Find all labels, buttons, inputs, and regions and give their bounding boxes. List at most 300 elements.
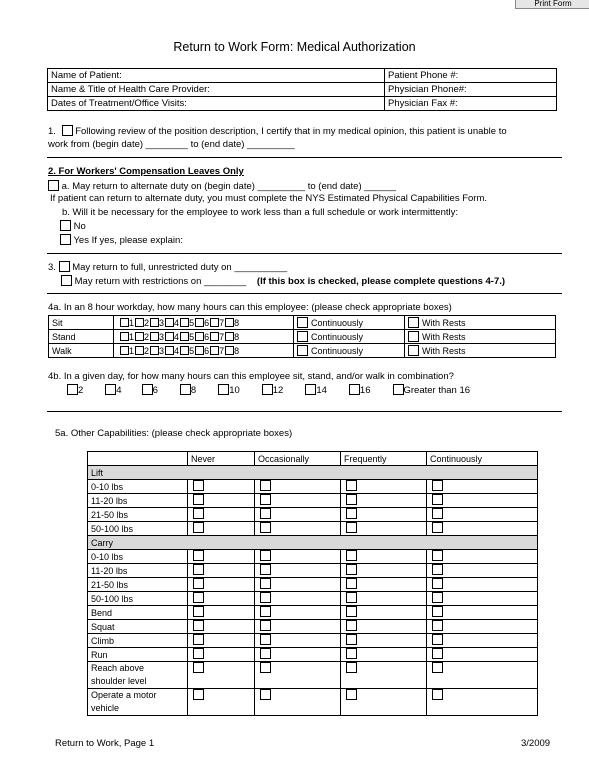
capability-checkbox[interactable] — [260, 508, 271, 519]
capability-label — [88, 648, 188, 662]
activity-label: Walk — [49, 344, 114, 358]
hours-number: 8 — [234, 345, 240, 356]
capability-cell — [188, 634, 255, 648]
capability-label-text: 50-100 lbs — [91, 593, 134, 604]
combined-hours-checkbox[interactable] — [180, 384, 191, 395]
capability-cell — [188, 620, 255, 634]
combined-hours-checkbox[interactable] — [142, 384, 153, 395]
capability-checkbox[interactable] — [432, 634, 443, 645]
capability-checkbox[interactable] — [432, 494, 443, 505]
hours-checkbox[interactable] — [225, 346, 234, 355]
capability-cell — [255, 550, 341, 564]
group-row — [88, 536, 538, 550]
capability-label-text: Climb — [91, 635, 115, 646]
capability-label — [88, 578, 188, 592]
capability-checkbox[interactable] — [193, 494, 204, 505]
hours-checkbox[interactable] — [165, 346, 174, 355]
physician-fax-field[interactable]: Physician Fax #: — [385, 97, 557, 111]
combined-hours-label: 16 — [359, 385, 371, 396]
hours-checkbox[interactable] — [210, 346, 219, 355]
with-rests-label: With Rests — [422, 332, 466, 342]
hours-checkbox[interactable] — [135, 332, 144, 341]
hours-options — [114, 330, 294, 344]
column-header: Occasionally — [255, 452, 341, 466]
hours-checkbox[interactable] — [165, 332, 174, 341]
capability-cell — [341, 648, 427, 662]
combined-hours-label: Greater than 16 — [403, 385, 471, 396]
capability-checkbox[interactable] — [260, 620, 271, 631]
with-rests-label: With Rests — [422, 318, 466, 328]
dates-field[interactable]: Dates of Treatment/Office Visits: — [48, 97, 385, 111]
capability-checkbox[interactable] — [432, 522, 443, 533]
column-header: Continuously — [427, 452, 538, 466]
continuously-checkbox[interactable] — [297, 345, 308, 356]
capability-row — [88, 620, 538, 634]
q2-yes-checkbox[interactable] — [60, 234, 71, 245]
capability-label-text: vehicle — [91, 703, 120, 713]
capability-cell — [427, 508, 538, 522]
hours-options — [114, 344, 294, 358]
capability-label — [88, 522, 188, 536]
hours-number: 5 — [189, 331, 195, 342]
hours-number: 3 — [159, 345, 165, 356]
combined-hours-option — [393, 384, 471, 396]
with-rests-cell — [405, 316, 556, 330]
with-rests-cell — [405, 330, 556, 344]
capability-cell — [341, 592, 427, 606]
q3-restrictions-text: May return with restrictions on ________ — [74, 276, 247, 287]
capability-label — [88, 689, 188, 716]
capability-cell — [188, 522, 255, 536]
hours-checkbox[interactable] — [150, 332, 159, 341]
capability-label-text: Reach above — [91, 663, 145, 673]
capabilities-header-row — [88, 452, 538, 466]
capability-cell — [341, 578, 427, 592]
combined-hours-label: 4 — [116, 385, 122, 396]
capability-label-text: 0-10 lbs — [91, 481, 124, 492]
hours-checkbox[interactable] — [135, 346, 144, 355]
combined-hours-checkbox[interactable] — [105, 384, 116, 395]
capability-cell — [427, 592, 538, 606]
capability-checkbox[interactable] — [260, 592, 271, 603]
capabilities-table — [87, 451, 538, 716]
capability-checkbox[interactable] — [193, 522, 204, 533]
capability-checkbox[interactable] — [432, 606, 443, 617]
q3-number: 3. — [48, 262, 56, 273]
combined-hours-option — [180, 384, 196, 396]
hours-number: 1 — [129, 317, 135, 328]
divider — [47, 157, 562, 158]
capability-row — [88, 689, 538, 716]
capability-checkbox[interactable] — [346, 689, 357, 700]
hours-number: 7 — [219, 345, 225, 356]
capability-label — [88, 494, 188, 508]
combined-hours-label: 2 — [78, 385, 84, 396]
q2-no-checkbox[interactable] — [60, 220, 71, 231]
capability-row — [88, 522, 538, 536]
capability-checkbox[interactable] — [193, 634, 204, 645]
q2-note: If patient can return to alternate duty, you must complete the NYS Estimated Physical Capabilities Form. — [50, 193, 488, 204]
hours-row — [49, 330, 556, 344]
hours-number: 1 — [129, 331, 135, 342]
capability-cell — [427, 648, 538, 662]
q2-b-text: b. Will it be necessary for the employee to work less than a full schedule or work intermittently: — [62, 207, 459, 218]
q1-line-2: work from (begin date) ________ to (end date) _________ — [48, 139, 295, 150]
capability-checkbox[interactable] — [193, 662, 204, 673]
hours-checkbox[interactable] — [210, 318, 219, 327]
capability-cell — [427, 522, 538, 536]
capability-cell — [188, 592, 255, 606]
form-title: Return to Work Form: Medical Authorization — [173, 40, 416, 54]
patient-phone-field[interactable]: Patient Phone #: — [385, 69, 557, 83]
capability-checkbox[interactable] — [432, 620, 443, 631]
hours-checkbox[interactable] — [225, 318, 234, 327]
capability-checkbox[interactable] — [346, 550, 357, 561]
combined-hours-option — [262, 384, 284, 396]
q2-a-text: a. May return to alternate duty on (begin date) _________ to (end date) ______ — [61, 181, 396, 192]
capability-checkbox[interactable] — [193, 578, 204, 589]
q2-yes-line — [60, 234, 183, 246]
continuously-checkbox[interactable] — [297, 331, 308, 342]
q2-no-line — [60, 220, 86, 232]
activity-label: Stand — [49, 330, 114, 344]
hours-row — [49, 316, 556, 330]
continuously-cell — [294, 344, 405, 358]
capability-checkbox[interactable] — [193, 620, 204, 631]
capability-checkbox[interactable] — [346, 480, 357, 491]
hours-checkbox[interactable] — [180, 332, 189, 341]
capability-checkbox[interactable] — [432, 592, 443, 603]
capability-cell — [255, 689, 341, 716]
capability-cell — [188, 508, 255, 522]
combined-hours-label: 14 — [316, 385, 327, 396]
physician-phone-field[interactable]: Physician Phone#: — [385, 83, 557, 97]
capability-cell — [255, 634, 341, 648]
capability-label-text: 11-20 lbs — [91, 495, 128, 506]
capability-checkbox[interactable] — [260, 522, 271, 533]
capability-cell — [427, 564, 538, 578]
hours-number: 1 — [129, 345, 135, 356]
capability-row — [88, 634, 538, 648]
capability-cell — [341, 662, 427, 689]
hours-number: 5 — [189, 317, 195, 328]
capability-checkbox[interactable] — [260, 689, 271, 700]
capability-checkbox[interactable] — [346, 564, 357, 575]
continuously-cell — [294, 316, 405, 330]
with-rests-cell — [405, 344, 556, 358]
capability-cell — [341, 494, 427, 508]
footer-date: 3/2009 — [521, 738, 551, 749]
hours-checkbox[interactable] — [165, 318, 174, 327]
q3-full-line — [48, 261, 287, 273]
hours-checkbox[interactable] — [210, 332, 219, 341]
hours-number: 7 — [219, 317, 225, 328]
capability-row — [88, 494, 538, 508]
combined-hours-label: 8 — [190, 385, 197, 396]
capability-checkbox[interactable] — [346, 606, 357, 617]
q1-checkbox[interactable] — [62, 125, 73, 136]
capability-row — [88, 578, 538, 592]
q2-a-line — [48, 180, 396, 192]
capability-label — [88, 592, 188, 606]
combined-hours-checkbox[interactable] — [305, 384, 316, 395]
patient-info-table — [47, 68, 557, 111]
capability-checkbox[interactable] — [346, 522, 357, 533]
combined-hours-label: 10 — [229, 385, 240, 396]
capability-cell — [427, 480, 538, 494]
q4a-heading: 4a. In an 8 hour workday, how many hours can this employee: (please check appropriate boxes) — [48, 302, 452, 313]
q3-full-checkbox[interactable] — [59, 261, 70, 272]
q2-heading: 2. For Workers' Compensation Leaves Only — [48, 166, 244, 177]
capability-checkbox[interactable] — [346, 494, 357, 505]
capability-cell — [255, 662, 341, 689]
combined-hours-checkbox[interactable] — [393, 384, 404, 395]
capability-label — [88, 564, 188, 578]
capability-checkbox[interactable] — [193, 550, 204, 561]
capability-label-text: 21-50 lbs — [91, 579, 129, 590]
hours-checkbox[interactable] — [120, 346, 129, 355]
capability-checkbox[interactable] — [432, 689, 443, 700]
divider — [47, 411, 562, 412]
hours-checkbox[interactable] — [135, 318, 144, 327]
capability-checkbox[interactable] — [346, 648, 357, 659]
capability-checkbox[interactable] — [260, 648, 271, 659]
patient-name-field[interactable]: Name of Patient: — [48, 69, 385, 83]
capability-cell — [341, 564, 427, 578]
capability-checkbox[interactable] — [193, 508, 204, 519]
capability-checkbox[interactable] — [260, 578, 271, 589]
capability-checkbox[interactable] — [346, 620, 357, 631]
capability-checkbox[interactable] — [346, 508, 357, 519]
capability-cell — [255, 508, 341, 522]
capability-cell — [427, 578, 538, 592]
with-rests-label: With Rests — [422, 346, 466, 356]
capability-cell — [255, 578, 341, 592]
capability-checkbox[interactable] — [260, 634, 271, 645]
capability-checkbox[interactable] — [193, 480, 204, 491]
with-rests-checkbox[interactable] — [408, 331, 419, 342]
capability-row — [88, 550, 538, 564]
capability-cell — [255, 480, 341, 494]
continuously-label: Continuously — [311, 318, 364, 328]
capability-label-text: Run — [91, 649, 108, 660]
hours-number: 2 — [144, 345, 150, 356]
capability-row — [88, 592, 538, 606]
combined-hours-option — [67, 384, 83, 396]
capability-cell — [341, 620, 427, 634]
capability-checkbox[interactable] — [432, 550, 443, 561]
with-rests-checkbox[interactable] — [408, 345, 419, 356]
capability-label — [88, 606, 188, 620]
capability-checkbox[interactable] — [193, 606, 204, 617]
header-blank — [88, 452, 188, 466]
q1-text: Following review of the position description, I certify that in my medical opinion, this patient is unable to — [75, 126, 507, 137]
hours-number: 3 — [159, 317, 165, 328]
hours-number: 8 — [234, 317, 240, 328]
capability-checkbox[interactable] — [260, 480, 271, 491]
capability-cell — [188, 578, 255, 592]
capability-cell — [341, 634, 427, 648]
capability-checkbox[interactable] — [193, 648, 204, 659]
continuously-checkbox[interactable] — [297, 317, 308, 328]
q3-restrictions-note: (If this box is checked, please complete questions 4-7.) — [256, 276, 506, 287]
q3-full-text: May return to full, unrestricted duty on __________ — [72, 262, 288, 273]
capability-cell — [341, 508, 427, 522]
q1-number: 1. — [48, 126, 56, 137]
capability-cell — [341, 689, 427, 716]
capability-label-text: Squat — [91, 621, 115, 632]
capability-checkbox[interactable] — [432, 648, 443, 659]
capability-cell — [255, 564, 341, 578]
q5a-heading: 5a. Other Capabilities: (please check appropriate boxes) — [55, 428, 293, 439]
capability-cell — [188, 550, 255, 564]
capability-cell — [427, 606, 538, 620]
hours-number: 5 — [189, 345, 195, 356]
capability-label — [88, 662, 188, 689]
hours-number: 2 — [144, 331, 150, 342]
divider — [47, 293, 562, 294]
group-label: Carry — [88, 536, 538, 550]
hours-checkbox[interactable] — [120, 318, 129, 327]
combined-hours-checkbox[interactable] — [349, 384, 360, 395]
capability-checkbox[interactable] — [260, 662, 271, 673]
capability-checkbox[interactable] — [260, 494, 271, 505]
capability-cell — [188, 480, 255, 494]
capability-checkbox[interactable] — [432, 662, 443, 673]
hours-checkbox[interactable] — [180, 318, 189, 327]
capability-label — [88, 508, 188, 522]
combined-hours-label: 6 — [152, 385, 158, 396]
capability-row — [88, 662, 538, 689]
capability-label-text: 50-100 lbs — [91, 523, 134, 534]
capability-checkbox[interactable] — [260, 606, 271, 617]
capability-cell — [255, 494, 341, 508]
capability-checkbox[interactable] — [432, 480, 443, 491]
hours-checkbox[interactable] — [150, 318, 159, 327]
with-rests-checkbox[interactable] — [408, 317, 419, 328]
combined-hours-checkbox[interactable] — [67, 384, 78, 395]
print-form-button[interactable]: Print Form — [515, 0, 589, 9]
capability-checkbox[interactable] — [346, 578, 357, 589]
q3-restrictions-line — [61, 275, 505, 287]
capability-checkbox[interactable] — [193, 592, 204, 603]
capability-checkbox[interactable] — [260, 550, 271, 561]
hours-checkbox[interactable] — [225, 332, 234, 341]
capability-label — [88, 634, 188, 648]
group-label: Lift — [88, 466, 538, 480]
hours-number: 7 — [219, 331, 225, 342]
capability-checkbox[interactable] — [346, 662, 357, 673]
hours-checkbox[interactable] — [195, 332, 204, 341]
capability-label-text: Operate a motor — [91, 690, 157, 700]
capability-cell — [427, 494, 538, 508]
capability-checkbox[interactable] — [346, 634, 357, 645]
capability-label — [88, 480, 188, 494]
capability-checkbox[interactable] — [432, 578, 443, 589]
q2-yes-label: Yes If yes, please explain: — [73, 235, 183, 246]
capability-checkbox[interactable] — [193, 564, 204, 575]
capability-cell — [188, 564, 255, 578]
hours-checkbox[interactable] — [150, 346, 159, 355]
capability-label-text: Bend — [91, 607, 113, 618]
capability-cell — [341, 522, 427, 536]
capability-label-text: 0-10 lbs — [91, 551, 124, 562]
q3-restrictions-checkbox[interactable] — [61, 275, 72, 286]
capability-cell — [427, 689, 538, 716]
combined-hours-checkbox[interactable] — [262, 384, 273, 395]
combined-hours-option — [305, 384, 327, 396]
continuously-label: Continuously — [311, 332, 364, 342]
hours-number: 4 — [174, 317, 180, 328]
capability-row — [88, 606, 538, 620]
q2-no-label: No — [73, 221, 86, 232]
capability-cell — [341, 606, 427, 620]
capability-cell — [188, 662, 255, 689]
activity-label: Sit — [49, 316, 114, 330]
hours-number: 4 — [174, 331, 180, 342]
hours-number: 6 — [204, 345, 210, 356]
column-header: Frequently — [341, 452, 427, 466]
combined-hours-option — [142, 384, 158, 396]
capability-cell — [427, 662, 538, 689]
capability-cell — [188, 689, 255, 716]
hours-number: 3 — [159, 331, 165, 342]
continuously-cell — [294, 330, 405, 344]
hours-checkbox[interactable] — [120, 332, 129, 341]
combined-hours-option — [349, 384, 371, 396]
q4b-heading: 4b. In a given day, for how many hours can this employee sit, stand, and/or walk in combination? — [48, 371, 454, 382]
combined-hours-checkbox[interactable] — [218, 384, 229, 395]
group-row — [88, 466, 538, 480]
hours-checkbox[interactable] — [195, 318, 204, 327]
column-header: Never — [188, 452, 255, 466]
capability-cell — [255, 522, 341, 536]
capability-label-text: shoulder level — [91, 676, 147, 686]
hours-checkbox[interactable] — [180, 346, 189, 355]
capability-cell — [427, 620, 538, 634]
capability-row — [88, 564, 538, 578]
hours-number: 4 — [174, 345, 180, 356]
capability-cell — [427, 550, 538, 564]
continuously-label: Continuously — [311, 346, 364, 356]
capability-cell — [188, 648, 255, 662]
q2-a-checkbox[interactable] — [48, 180, 59, 191]
provider-field[interactable]: Name & Title of Health Care Provider: — [48, 83, 385, 97]
capability-cell — [341, 550, 427, 564]
q4b-options — [67, 384, 470, 396]
capability-row — [88, 508, 538, 522]
capability-cell — [255, 620, 341, 634]
capability-cell — [341, 480, 427, 494]
divider — [47, 253, 562, 254]
capability-checkbox[interactable] — [432, 508, 443, 519]
capability-checkbox[interactable] — [346, 592, 357, 603]
hours-number: 8 — [234, 331, 240, 342]
capability-checkbox[interactable] — [193, 689, 204, 700]
capability-label — [88, 620, 188, 634]
hours-number: 2 — [144, 317, 150, 328]
capability-checkbox[interactable] — [260, 564, 271, 575]
hours-checkbox[interactable] — [195, 346, 204, 355]
hours-row — [49, 344, 556, 358]
capability-label-text: 11-20 lbs — [91, 565, 128, 576]
capability-cell — [427, 634, 538, 648]
hours-options — [114, 316, 294, 330]
capability-label — [88, 550, 188, 564]
capability-checkbox[interactable] — [432, 564, 443, 575]
footer-page: Return to Work, Page 1 — [55, 738, 155, 749]
capability-cell — [188, 494, 255, 508]
